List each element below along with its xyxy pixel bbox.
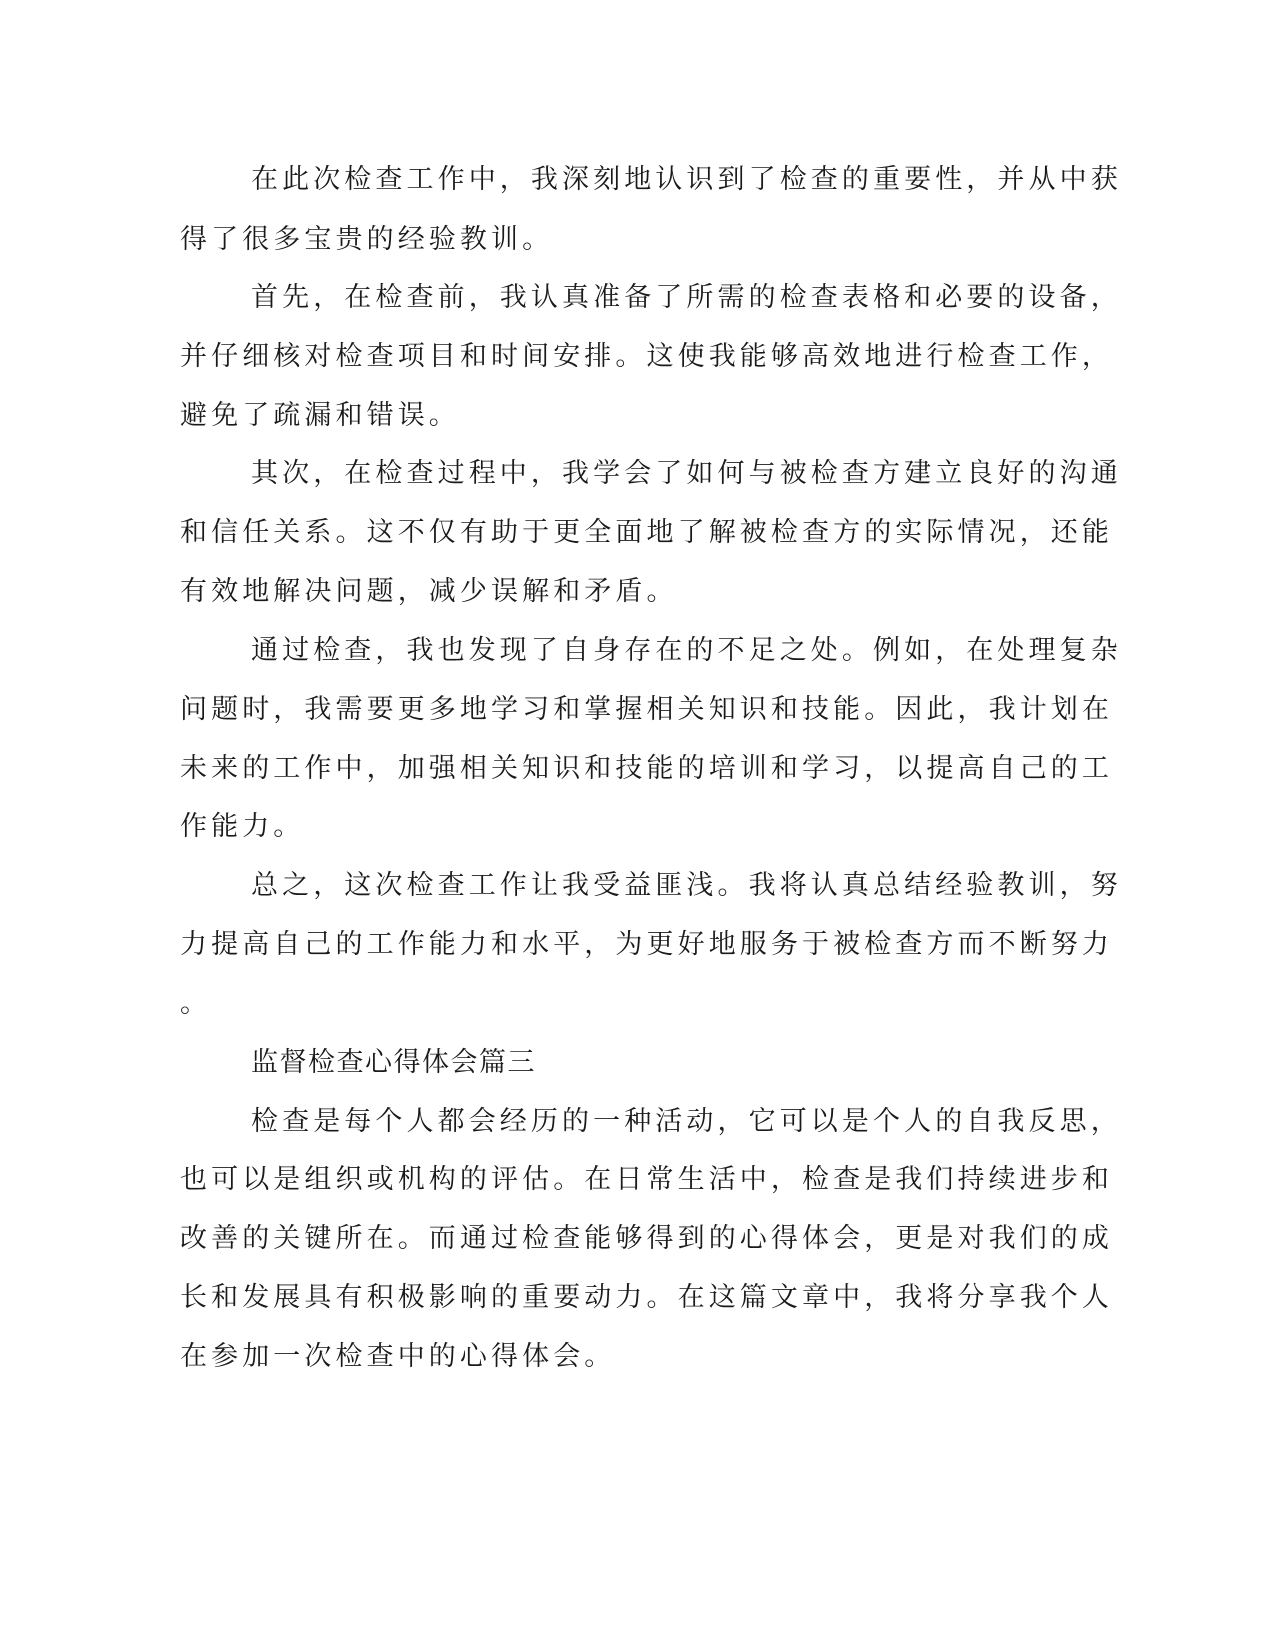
- section-heading: 监督检查心得体会篇三: [251, 1047, 536, 1078]
- paragraph-3-line-3: 有效地解决问题，减少误解和矛盾。: [180, 576, 678, 607]
- paragraph-1-line-2: 得了很多宝贵的经验教训。: [180, 224, 554, 255]
- paragraph-1-line-1: 在此次检查工作中，我深刻地认识到了检查的重要性，并从中获: [251, 164, 1122, 195]
- paragraph-2-line-3: 避免了疏漏和错误。: [180, 400, 460, 431]
- paragraph-5-line-2: 力提高自己的工作能力和水平，为更好地服务于被检查方而不断努力: [180, 929, 1113, 960]
- paragraph-6-line-1: 检查是每个人都会经历的一种活动，它可以是个人的自我反思，: [251, 1106, 1122, 1137]
- paragraph-4-line-1: 通过检查，我也发现了自身存在的不足之处。例如，在处理复杂: [251, 635, 1122, 666]
- paragraph-6-line-4: 长和发展具有积极影响的重要动力。在这篇文章中，我将分享我个人: [180, 1282, 1113, 1313]
- paragraph-4-line-2: 问题时，我需要更多地学习和掌握相关知识和技能。因此，我计划在: [180, 694, 1113, 725]
- paragraph-2-line-1: 首先，在检查前，我认真准备了所需的检查表格和必要的设备，: [251, 282, 1122, 313]
- paragraph-5-line-3: 。: [180, 988, 212, 1019]
- paragraph-2-line-2: 并仔细核对检查项目和时间安排。这使我能够高效地进行检查工作，: [180, 341, 1113, 372]
- paragraph-5-line-1: 总之，这次检查工作让我受益匪浅。我将认真总结经验教训，努: [251, 870, 1122, 901]
- paragraph-6-line-3: 改善的关键所在。而通过检查能够得到的心得体会，更是对我们的成: [180, 1223, 1113, 1254]
- paragraph-6-line-5: 在参加一次检查中的心得体会。: [180, 1341, 616, 1372]
- paragraph-3-line-2: 和信任关系。这不仅有助于更全面地了解被检查方的实际情况，还能: [180, 517, 1113, 548]
- paragraph-4-line-3: 未来的工作中，加强相关知识和技能的培训和学习，以提高自己的工: [180, 753, 1113, 784]
- paragraph-3-line-1: 其次，在检查过程中，我学会了如何与被检查方建立良好的沟通: [251, 458, 1122, 489]
- paragraph-4-line-4: 作能力。: [180, 811, 305, 842]
- paragraph-6-line-2: 也可以是组织或机构的评估。在日常生活中，检查是我们持续进步和: [180, 1164, 1113, 1195]
